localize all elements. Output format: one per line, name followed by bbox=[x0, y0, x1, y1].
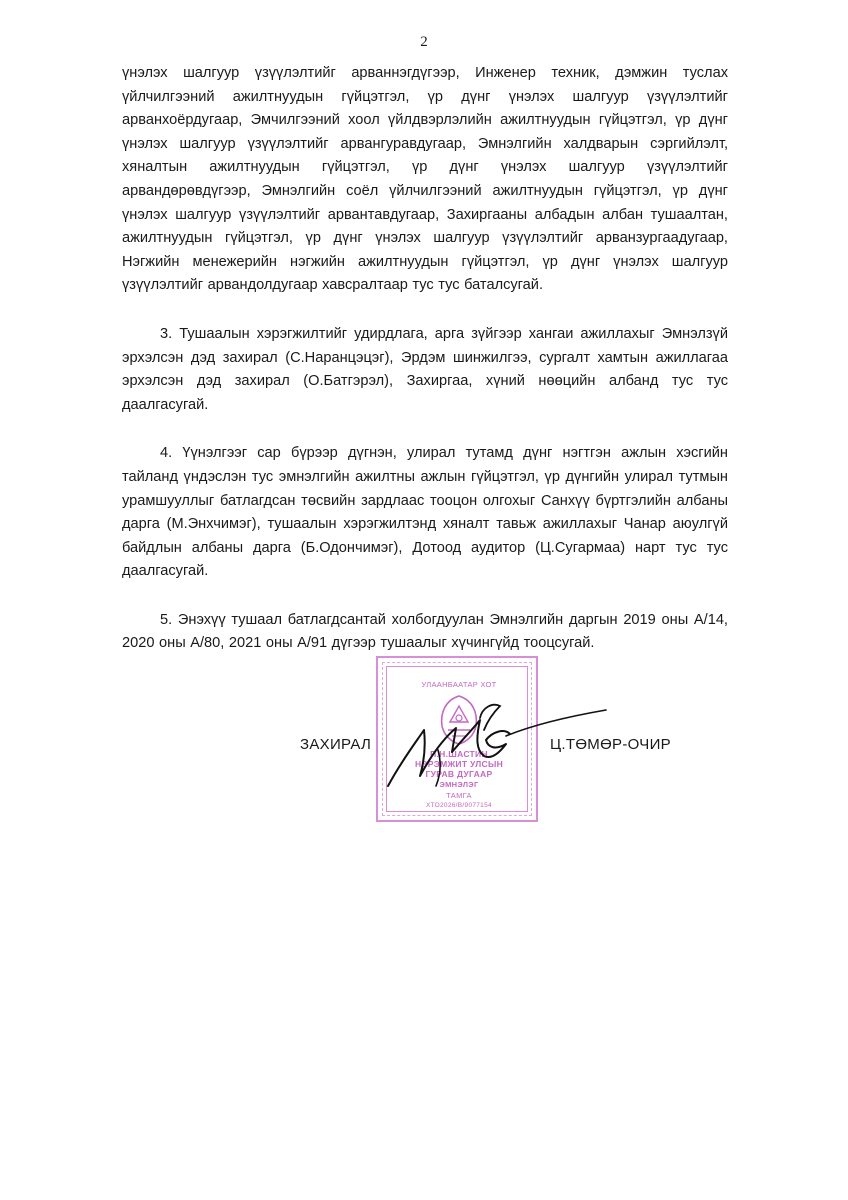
stamp-registration: ХТО2026/В/9077154 bbox=[426, 802, 492, 809]
signer-name: Ц.ТӨМӨР-ОЧИР bbox=[550, 736, 671, 753]
stamp-city: УЛААНБААТАР ХОТ bbox=[421, 680, 497, 689]
paragraph-4: 4. Үүнэлгээг сар бүрээр дүгнэн, улирал тутамд дүнг нэгтгэн ажлын хэсгийн тайланд үндэслэн тус эмнэлгийн ажилтны ажлын гүйцэтгэл, үр дүнгийн улирал тутмын урамшууллыг батлагдсан төсвийн зардлаас тооцон олгохыг Санхүү бүртгэлийн албаны дарга (М.Энхчимэг), тушаалын хэрэгжилтэнд хяналт тавьж ажиллахыг Чанар аюулгүй байдлын албаны дарга (Б.Одончимэг), Дотоод аудитор (Ц.Сугармаа) нарт тус тус даалгасугай. bbox=[122, 445, 728, 580]
signature-block bbox=[0, 650, 848, 830]
paragraph-3: 3. Тушаалын хэрэгжилтийг удирдлага, арга зүйгээр хангаи ажиллахыг Эмнэлзүй эрхэлсэн дэд захирал (С.Наранцэцэг), Эрдэм шинжилгээ, сургалт хамтын ажиллагаа эрхэлсэн дэд захирал (О.Батгэрэл), Захиргаа, хүний нөөцийн албанд тус тус даалгасугай. bbox=[122, 325, 728, 413]
stamp-line-1: П.Н.ШАСТИН bbox=[430, 749, 488, 759]
stamp-line-3: ГУРАВ ДУГААР bbox=[425, 769, 493, 779]
stamp-seal-word: ТАМГА bbox=[446, 791, 472, 800]
paragraph-continuation: үнэлэх шалгуур үзүүлэлтийг арваннэгдүгээр, Инженер техник, дэмжин туслах үйлчилгээний ажилтнуудын гүйцэтгэл, үр дүнг үнэлэх шалгуур үзүүлэлтийг арванхоёрдугаар, Эмчилгээний хоол үйлдвэрлэлийн ажилтнуудын гүйцэтгэл, үр дүнг үнэлэх шалгуур үзүүлэлтийг арвангуравдугаар, Эмнэлгийн халдварын сэргийлэлт, хяналтын ажилтнуудын гүйцэтгэл, үр дүнг үнэлэх шалгуур үзүүлэлтийг арвандөрөвдүгээр, Эмнэлгийн соёл үйлчилгээний ажилтнуудын гүйцэтгэл, үр дүнг үнэлэх шалгуур үзүүлэлтийг арвантавдугаар, Захиргааны албадын албан тушаалтан, ажилтнуудын гүйцэтгэл, үр дүнг үнэлэх шалгуур үзүүлэлтийг арванзургаадугаар, Нэгжийн менежерийн нэгжийн ажилтнуудын гүйцэтгэл, үр дүнг үнэлэх шалгуур үзүүлэлтийг арвандолдугаар хавсралтаар тус тус баталсугай. bbox=[122, 65, 728, 294]
document-body bbox=[122, 62, 728, 656]
stamp-line-2: НЭРЭМЖИТ УЛСЫН bbox=[414, 759, 504, 769]
signer-title: ЗАХИРАЛ bbox=[300, 736, 372, 753]
paragraph-5: 5. Энэхүү тушаал батлагдсантай холбогдуулан Эмнэлгийн даргын 2019 оны А/14, 2020 оны А/80, 2021 оны А/91 дүгээр тушаалыг хүчингүйд тооцсугай. bbox=[122, 611, 728, 652]
stamp-line-4: ЭМНЭЛЭГ bbox=[439, 780, 479, 789]
page-number: 2 bbox=[420, 34, 428, 50]
